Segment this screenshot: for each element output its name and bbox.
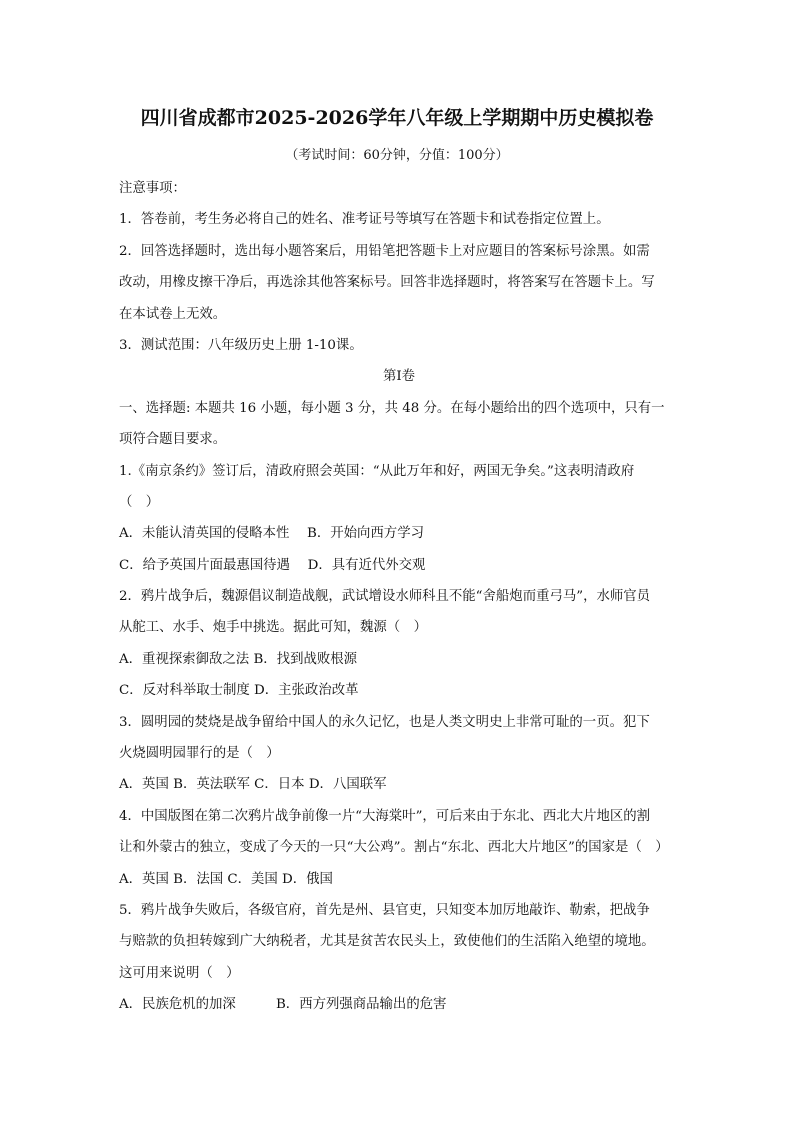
exam-subtitle: （考试时间：60分钟，分值：100分） bbox=[285, 148, 509, 163]
question-1 bbox=[119, 456, 679, 582]
question-stem: 2．鸦片战争后，魏源倡议制造战舰，武试增设水师科且不能“舍船炮而重弓马”，水师官员 bbox=[119, 589, 651, 605]
question-3 bbox=[119, 707, 679, 801]
part-one-instruction: 项符合题目要求。 bbox=[119, 432, 227, 448]
question-stem: 5．鸦片战争失败后，各级官府，首先是州、县官吏，只知变本加厉地敲诈、勒索，把战争 bbox=[119, 902, 650, 918]
notice-item: 3．测试范围：八年级历史上册 1-10课。 bbox=[119, 337, 363, 353]
part-one-instruction: 一、选择题: 本题共 16 小题，每小题 3 分，共 48 分。在每小题给出的四个选项中，只有一 bbox=[119, 400, 665, 416]
answer-options: C．反对科举取士制度 D．主张政治改革 bbox=[119, 683, 359, 699]
question-5 bbox=[119, 895, 679, 1021]
question-stem: 让和外蒙古的独立，变成了今天的一只“大公鸡”。割占“东北、西北大片地区”的国家是（ ） bbox=[119, 840, 669, 856]
question-stem: 火烧圆明园罪行的是（ ） bbox=[119, 746, 280, 762]
answer-options: A．英国 B．法国 C．美国 D．俄国 bbox=[119, 871, 333, 887]
question-stem: 从舵工、水手、炮手中挑选。据此可知，魏源（ ） bbox=[119, 620, 427, 636]
exam-body bbox=[119, 173, 679, 1021]
notice-item: 改动，用橡皮擦干净后，再选涂其他答案标号。回答非选择题时，将答案写在答题卡上。写 bbox=[119, 275, 655, 291]
answer-options: A．重视探索御敌之法 B．找到战败根源 bbox=[119, 651, 358, 667]
question-stem: 4．中国版图在第二次鸦片战争前像一片“大海棠叶”，可后来由于东北、西北大片地区的割 bbox=[119, 808, 651, 824]
question-4 bbox=[119, 801, 679, 895]
notice-item: 在本试卷上无效。 bbox=[119, 306, 227, 322]
answer-options: A．未能认清英国的侵略本性 B．开始向西方学习 bbox=[119, 526, 424, 542]
question-stem: 1.《南京条约》签订后，清政府照会英国：“从此万年和好，两国无争矣。”这表明清政府 bbox=[119, 463, 635, 479]
question-stem: 这可用来说明（ ） bbox=[119, 965, 240, 981]
question-stem: （ ） bbox=[119, 494, 160, 510]
notice-heading: 注意事项： bbox=[119, 181, 186, 196]
notice-item: 2．回答选择题时，选出每小题答案后，用铅笔把答题卡上对应题目的答案标号涂黑。如需 bbox=[119, 243, 650, 259]
answer-options: A．民族危机的加深 B．西方列强商品输出的危害 bbox=[119, 997, 447, 1013]
question-stem: 3．圆明园的焚烧是战争留给中国人的永久记忆，也是人类文明史上非常可耻的一页。犯下 bbox=[119, 714, 650, 730]
notice-item: 1．答卷前，考生务必将自己的姓名、准考证号等填写在答题卡和试卷指定位置上。 bbox=[119, 212, 610, 228]
question-stem: 与赔款的负担转嫁到广大纳税者，尤其是贫苦农民头上，致使他们的生活陷入绝望的境地。 bbox=[119, 934, 655, 950]
question-2 bbox=[119, 581, 679, 707]
section-label: 第Ⅰ卷 bbox=[382, 369, 416, 385]
exam-title: 四川省成都市2025-2026学年八年级上学期期中历史模拟卷 bbox=[140, 107, 654, 129]
answer-options: A．英国 B．英法联军 C．日本 D．八国联军 bbox=[119, 777, 387, 793]
answer-options: C．给予英国片面最惠国待遇 D．具有近代外交观 bbox=[119, 557, 426, 573]
